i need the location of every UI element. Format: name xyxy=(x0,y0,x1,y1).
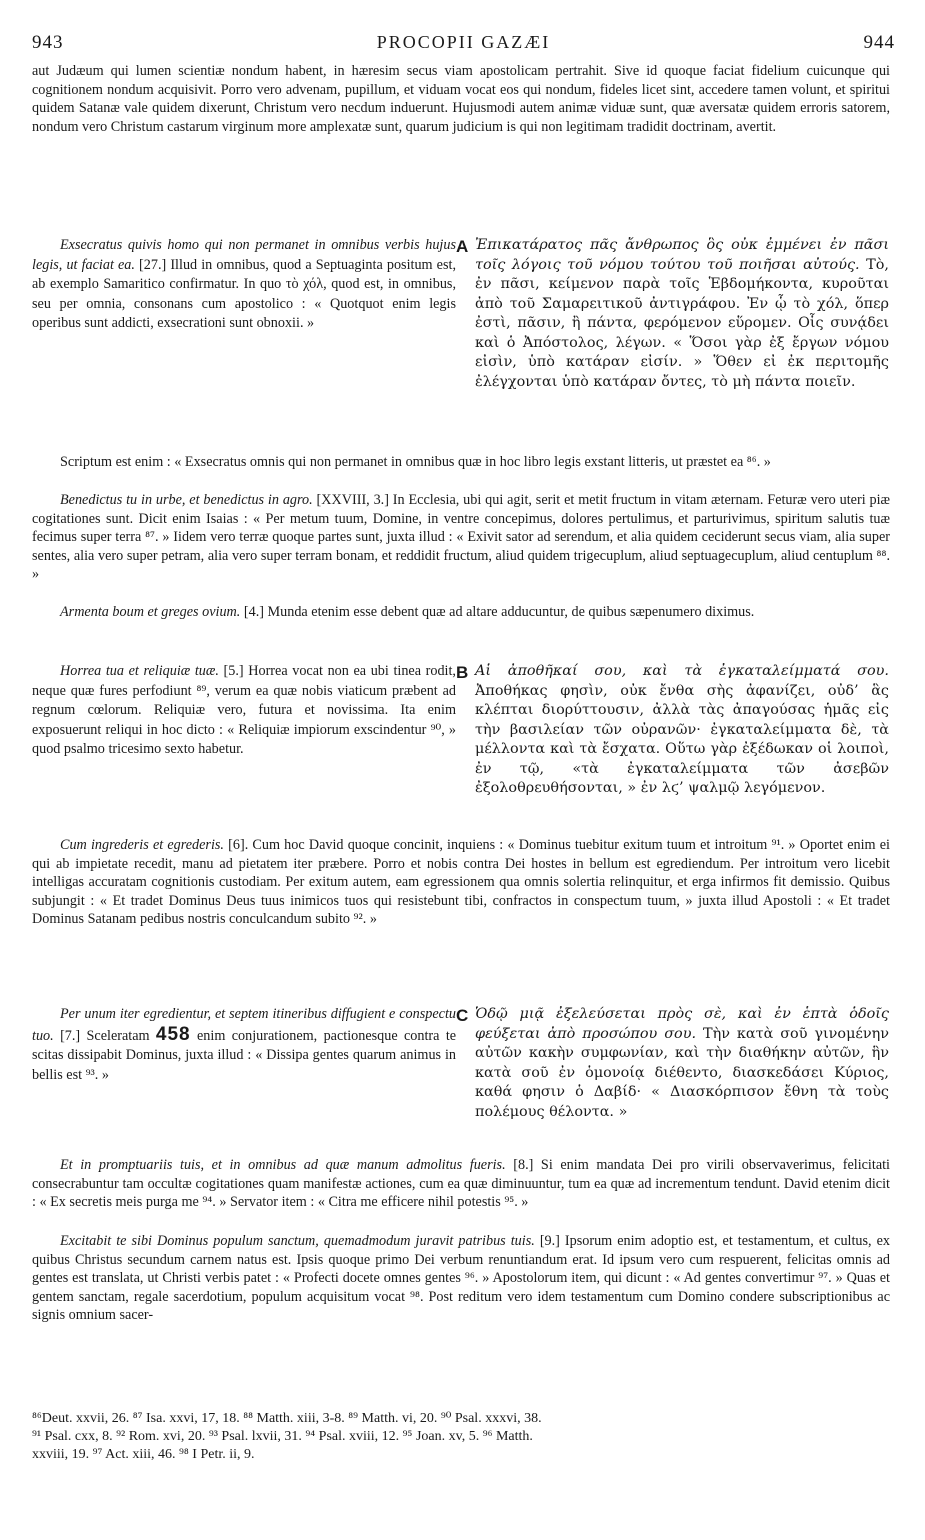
page-number-left: 943 xyxy=(32,32,64,53)
block-c-greek-lemma: Ὁδῷ μιᾷ ἐξελεύσεται πρὸς σὲ, καὶ ἐν ἑπτὰ ὁδοῖς φεύξεται ἀπὸ προσώπου σου. xyxy=(475,1006,889,1042)
armenta-body: [4.] Munda etenim esse debent quæ ad altare adducuntur, de quibus sæpenumero diximus. xyxy=(243,604,755,620)
block-b-greek-body: Ἀποθήκας φησὶν, οὐκ ἔνθα σὴς ἀφανίζει, οὐδ’ ἃς κλέπται διορύττουσιν, ἀλλὰ τὰς ἀπαγούσας ἡμᾶς εἰς τὴν βασιλείαν τῶν οὐρανῶν· ἐγκαταλείμματα δὲ, τὰ μέλλοντα καὶ τὰ ἔσχατα. Οὕτω γὰρ ἐξέδωκαν οἱ λοιποὶ, ἐν τῷ, «τὰ ἐγκαταλείμματα τῶν ἀσεβῶν ἐξολοθρευθήσονται, » ἐν λϛ’ ψαλμῷ λεγόμενον. xyxy=(475,682,889,796)
footnote-line-1: ⁸⁶Deut. xxvii, 26. ⁸⁷ Isa. xxvi, 17, 18. ⁸⁸ Matth. xiii, 3-8. ⁸⁹ Matth. vi, 20. ⁹⁰ Psal. xxxvi, 38. xyxy=(32,1411,542,1426)
benedictus-lemma: Benedictus tu in urbe, et benedictus in agro. xyxy=(60,492,313,508)
excitabit-body: [9.] Ipsorum enim adoptio est, et testamentum, et cultus, ex quibus Christus secundum carnem natus est. Ipsis quoque primo Dei verbum renuntiandum erat. Id ipsum vero cum respuerent, felicitas omnis ad gentes est translata, ut Christi verbis patet : « Profecti docete omnes gentes ⁹⁶. » Apostolorum item, qui dicunt : « Ad gentes convertimur ⁹⁷. » Quas et gentem sanctam, regale sacerdotium, populum acquisitum vocat ⁹⁸. Post reditum vero idem testamentum cum Domino condere subscriptionibus ac signis omnium sacer- xyxy=(32,1233,890,1324)
block-a-greek-lemma: Ἐπικατάρατος πᾶς ἄνθρωπος ὃς οὐκ ἐμμένει ἐν πᾶσι τοῖς λόγοις τοῦ νόμου τούτου τοῦ ποιῆσαι αὐτούς. xyxy=(475,237,889,273)
block-a-latin-body: [27.] Illud in omnibus, quod a Septuaginta positum est, ab exemplo Samaritico confirmatur. In quo τὸ χόλ, quod est, in omnibus, seu per omnia, consonans cum apostolico : « Quotquot enim legis operibus sunt addicti, exsecrationi sunt obnoxii. » xyxy=(32,256,456,331)
column-marker-c: C xyxy=(456,1006,469,1025)
promptuariis-lemma: Et in promptuariis tuis, et in omnibus ad quæ manum admolitus fueris. xyxy=(60,1157,506,1173)
footnote-line-3: xxviii, 19. ⁹⁷ Act. xiii, 46. ⁹⁸ I Petr. ii, 9. xyxy=(32,1447,255,1462)
promptuariis-paragraph xyxy=(32,1156,890,1212)
block-c-greek xyxy=(475,1005,889,1122)
block-a-latin-lemma: Exsecratus quivis homo qui non permanet in omnibus verbis hujus legis, ut faciat ea. xyxy=(32,237,456,273)
armenta-lemma: Armenta boum et greges ovium. xyxy=(60,604,241,620)
running-title: PROCOPII GAZÆI xyxy=(376,32,551,52)
block-a-greek-body: Τὸ, ἐν πᾶσι, κείμενον παρὰ τοῖς Ἑβδομήκοντα, κυροῦται ἀπὸ τοῦ Σαμαρειτικοῦ ἀντιγράφου. Ἐν ᾧ τὸ χόλ, ὅπερ ἐστὶ, πᾶσιν, ἢ πάντα, φερόμενον εὕρομεν. Οἷς συνᾴδει καὶ ὁ Ἀπόστολος, λέγων. « Ὅσοι γὰρ ἐξ ἔργων νόμου εἰσὶν, ὑπὸ κατάραν εἰσίν. » Ὅθεν εἰ ἐκ περιτομῆς ἐλέγχονται ὑπὸ κατάραν ὄντες, τὸ μὴ πάντα ποιεῖν. xyxy=(475,256,889,390)
block-c-greek-body: Τὴν κατὰ σοῦ γινομένην αὐτῶν κακὴν συμφωνίαν, καὶ τὴν διαθήκην αὐτῶν, ἣν κατὰ σοῦ ἐν ὁμονοίᾳ διέθεντο, διασκεδάσει Κύριος, καθά φησιν ὁ Δαβίδ· « Διασκόρπισον ἔθνη τὰ τοὺς πολέμους θέλοντα. » xyxy=(475,1025,890,1120)
cum-paragraph xyxy=(32,836,890,929)
column-marker-b: B xyxy=(456,663,469,682)
column-marker-a: A xyxy=(456,237,469,256)
block-c-latin xyxy=(32,1005,456,1085)
cum-body: [6]. Cum hoc David quoque concinit, inquiens : « Dominus tuebitur exitum tuum et introitum ⁹¹. » Oportet enim ei qui ab impietate recedit, manu ad pietatem iter præbere. Porro et nobis contra Dei hostes in bellum est egrediendum. Per introitum vero licebit intelligas accuratam cognitionis custodiam. Per exitum autem, eam egressionem qua omnis solertia relinquitur, et erga infirmos fit demissio. Quibus subjungit : « Et tradet Dominus Deus tuus inimicos tuos qui resistebunt tibi, confractos in conspectum tuum, » juxta illud Apostoli : « Et tradet Dominus Satanam pedibus nostris conculcandum subito ⁹². » xyxy=(32,837,890,928)
excitabit-paragraph xyxy=(32,1232,890,1325)
running-header xyxy=(32,32,895,56)
block-a-greek xyxy=(475,236,889,392)
footnote-line-2: ⁹¹ Psal. cxx, 8. ⁹² Rom. xvi, 20. ⁹³ Psal. lxvii, 31. ⁹⁴ Psal. xviii, 12. ⁹⁵ Joan. xv, 5. ⁹⁶ Matth. xyxy=(32,1429,533,1444)
promptuariis-body: [8.] Si enim mandata Dei pro virili observaverimus, felicitati consecrabuntur tam occultæ cogitationes quam manifestæ actiones, cum ea quæ diminuuntur, tum ea quæ ad incrementum tendunt. David etenim dicit : « Ex secretis meis purga me ⁹⁴. » Servator item : « Citra me efficere nihil potestis ⁹⁵. » xyxy=(32,1157,890,1211)
block-a-latin xyxy=(32,236,456,334)
block-b-latin xyxy=(32,662,456,760)
cum-lemma: Cum ingrederis et egrederis. xyxy=(60,837,224,853)
footnotes xyxy=(32,1410,892,1464)
scriptum-paragraph: Scriptum est enim : « Exsecratus omnis qui non permanet in omnibus quæ in hoc libro legis exstant litteris, ut præstet ea ⁸⁶. » xyxy=(60,454,771,470)
benedictus-paragraph xyxy=(32,491,890,584)
block-b-greek-lemma: Αἱ ἀποθῆκαί σου, καὶ τὰ ἐγκαταλείμματά σου. xyxy=(475,663,889,679)
block-c-latin-lemma: Per unum iter egredientur, et septem itineribus diffugient e conspectu tuo. xyxy=(32,1006,456,1044)
page-number-right: 944 xyxy=(863,32,895,53)
excitabit-lemma: Excitabit te sibi Dominus populum sanctum, quemadmodum juravit patribus tuis. xyxy=(60,1233,535,1249)
block-c-latin-body-a: [7.] Sceleratam xyxy=(60,1027,150,1044)
intro-paragraph: aut Judæum qui lumen scientiæ nondum habent, in hæresim secus viam apostolicam pertrahit. Sive id quoque faciat fidelium cuicunque qui cognitionem nondum acquisivit. Porro vero advenam, pupillum, et viduam vocat eos qui nondum, fideles licet sint, accedere tamen volunt, et spiritui quidem Satanæ vale quidem dixerunt, Christum vero necdum induerunt. Hujusmodi autem animæ viduæ sunt, quæ aversatæ quidem erroris satorem, nondum vero Christum castarum virginum more amplexatæ sunt, quarum judicium is qui non legitimam tradidit doctrinam, avertit. xyxy=(32,63,890,135)
armenta-paragraph xyxy=(32,603,890,622)
column-number: 458 xyxy=(155,1023,191,1045)
block-b-greek xyxy=(475,662,889,799)
block-b-latin-body: [5.] Horrea vocat non ea ubi tinea rodit, neque quæ fures perfodiunt ⁸⁹, verum ea quæ nobis viaticum præbent ad regnum cœlorum. Reliquiæ vero, futura et novissima. Ita enim exposuerunt reliqui in hoc dicto : « Reliquiæ impiorum exscindentur ⁹⁰, » quod psalmo tricesimo sexto habetur. xyxy=(32,663,456,757)
block-c-latin-body-b: enim conjurationem, pactionesque contra te scitas dissipabit Dominus, juxta illud : « Dissipa gentes quarum animus in bellis est ⁹³. » xyxy=(32,1027,457,1083)
benedictus-body: [XXVIII, 3.] In Ecclesia, ubi qui agit, serit et metit fructum in vitam æternam. Feturæ vero uteri piæ cogitationes sunt. Dicit enim Isaias : « Per metum tuum, Domine, in ventre concepimus, dolores pertulimus, et parturivimus, spiritum salutis tuæ fecimus super terra ⁸⁷. » Iidem vero terræ quoque partes sunt, juxta illud : « Exivit sator ad serendum, et alia quidem ceciderunt secus viam, alia super sentes, alia vero super petram, alia vero super terram bonam, et reddidit fructum, aliud quidem trigecuplum, aliud septuagecuplum, aliud centuplum ⁸⁸. » xyxy=(32,492,890,583)
block-b-latin-lemma: Horrea tua et reliquiæ tuæ. xyxy=(60,663,219,679)
